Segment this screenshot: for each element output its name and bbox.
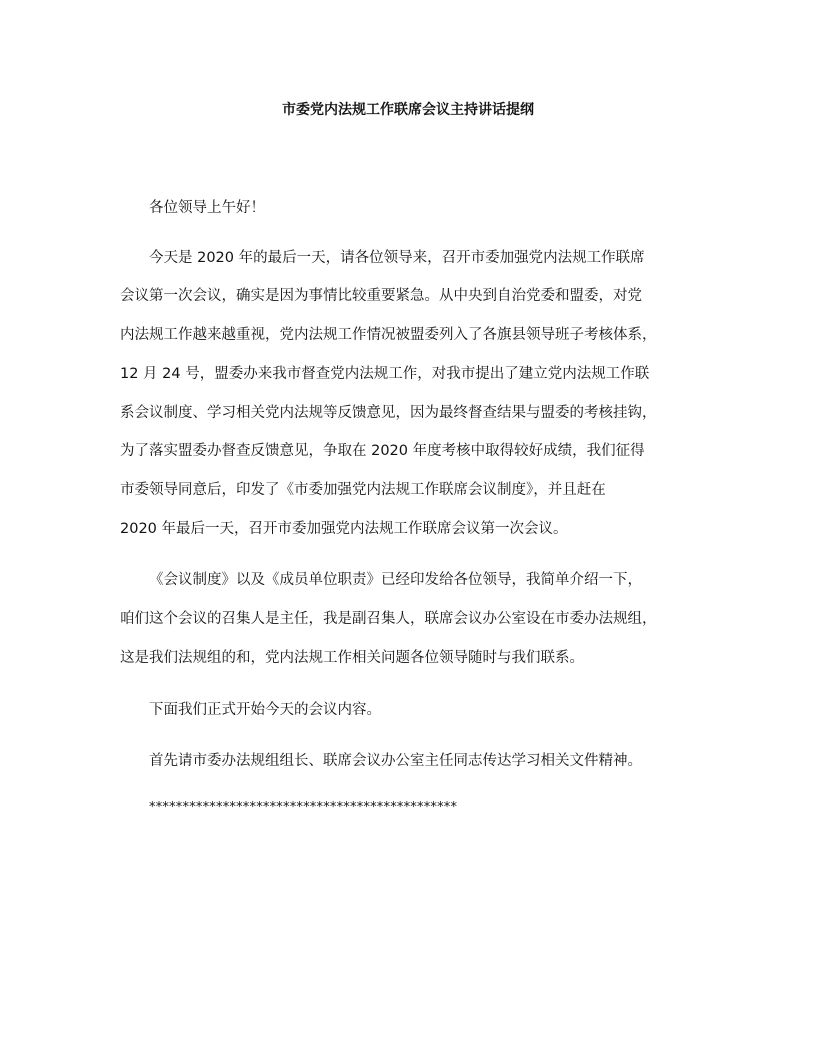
paragraph-1-line-7: 市委领导同意后，印发了《市委加强党内法规工作联席会议制度》，并且赶在 bbox=[120, 482, 606, 498]
paragraph-1-line-8: 2020 年最后一天，召开市委加强党内法规工作联席会议第一次会议。 bbox=[120, 521, 568, 537]
paragraph-1-line-4: 12 月 24 号，盟委办来我市督查党内法规工作，对我市提出了建立党内法规工作联 bbox=[120, 366, 650, 382]
separator-asterisks: ********************************************** bbox=[149, 800, 458, 815]
paragraph-3: 下面我们正式开始今天的会议内容。 bbox=[149, 702, 381, 718]
paragraph-1-line-3: 内法规工作越来越重视，党内法规工作情况被盟委列入了各旗县领导班子考核体系， bbox=[120, 327, 657, 343]
paragraph-2-line-2: 咱们这个会议的召集人是主任，我是副召集人，联席会议办公室设在市委办法规组， bbox=[120, 611, 657, 627]
paragraph-1-line-2: 会议第一次会议，确实是因为事情比较重要紧急。从中央到自治党委和盟委，对党 bbox=[120, 288, 642, 304]
greeting: 各位领导上午好！ bbox=[149, 200, 265, 216]
paragraph-2-line-3: 这是我们法规组的和，党内法规工作相关问题各位领导随时与我们联系。 bbox=[120, 650, 584, 666]
document-title: 市委党内法规工作联席会议主持讲话提纲 bbox=[282, 102, 534, 118]
paragraph-1-line-5: 系会议制度、学习相关党内法规等反馈意见，因为最终督查结果与盟委的考核挂钩， bbox=[120, 405, 657, 421]
paragraph-2-line-1: 《会议制度》以及《成员单位职责》已经印发给各位领导，我简单介绍一下， bbox=[149, 572, 642, 588]
paragraph-1-line-1: 今天是 2020 年的最后一天，请各位领导来，召开市委加强党内法规工作联席 bbox=[149, 250, 645, 266]
paragraph-4: 首先请市委办法规组组长、联席会议办公室主任同志传达学习相关文件精神。 bbox=[149, 753, 642, 769]
paragraph-1-line-6: 为了落实盟委办督查反馈意见，争取在 2020 年度考核中取得较好成绩，我们征得 bbox=[120, 443, 645, 459]
